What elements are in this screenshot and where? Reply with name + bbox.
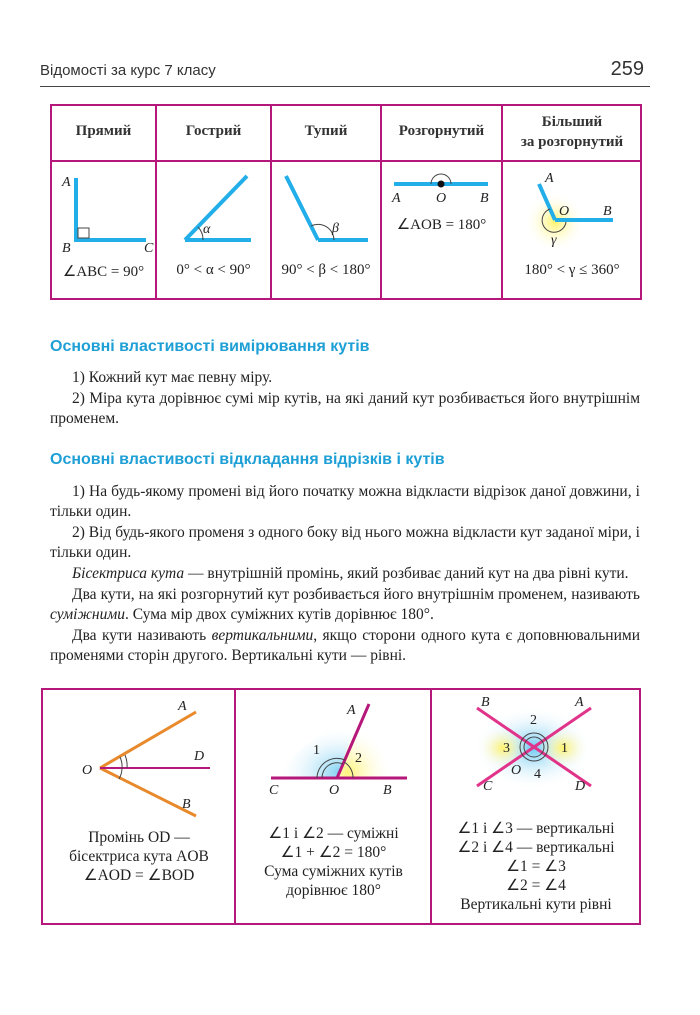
- label-b: B: [383, 783, 392, 798]
- label-b: B: [481, 695, 490, 710]
- col-divider: [430, 689, 432, 924]
- label-a: A: [575, 695, 584, 710]
- label-2: 2: [530, 713, 537, 728]
- reflex-angle-figure: [503, 162, 641, 262]
- label-o: O: [559, 204, 570, 219]
- caption-line: Промінь OD —: [88, 829, 190, 846]
- vertical-text-pre: Два кути називають: [72, 627, 212, 644]
- label-2: 2: [355, 751, 362, 766]
- term-adjacent: суміжними: [50, 606, 125, 623]
- label-c: C: [144, 241, 154, 256]
- property-2: 2) Від будь-якого променя з одного боку від нього можна відкласти кут заданої міри, і тільки один.: [50, 524, 640, 561]
- header-straight-angle: Розгорнутий: [398, 123, 485, 139]
- label-3: 3: [503, 741, 510, 756]
- label-o: O: [511, 763, 522, 778]
- property-1: 1) Кожний кут має певну міру.: [72, 369, 273, 386]
- vertical-caption: [433, 819, 639, 914]
- caption-line: Вертикальні кути рівні: [460, 896, 612, 913]
- property-1: 1) На будь-якому промені від його початку можна відкласти відрізок даної довжини, і тільки один.: [50, 483, 640, 520]
- label-1: 1: [313, 743, 320, 758]
- label-a: A: [178, 699, 187, 714]
- caption-line: ∠1 = ∠3: [506, 858, 566, 875]
- adjacent-text-pre: Два кути, на які розгорнутий кут розбивається його внутрішнім променем, називають: [72, 586, 640, 603]
- label-beta: β: [332, 221, 339, 236]
- label-a: A: [392, 191, 401, 206]
- vertical-angles-figure: [433, 692, 639, 804]
- acute-angle-figure: [157, 162, 270, 262]
- section-name: Відомості за курс 7 класу: [40, 62, 216, 79]
- adjacent-caption: [237, 824, 430, 900]
- page-number: 259: [610, 58, 644, 80]
- label-c: C: [269, 783, 279, 798]
- adjacent-angles-figure: [237, 692, 430, 810]
- term-bisector: Бісектриса кута: [72, 565, 185, 582]
- caption-line: бісектриса кута AOB: [69, 848, 209, 865]
- label-b: B: [603, 204, 612, 219]
- caption-line: ∠1 і ∠2 — суміжні: [268, 825, 399, 842]
- caption-line: Сума суміжних кутів: [264, 863, 403, 880]
- header-acute-angle: Гострий: [185, 123, 242, 139]
- label-a: A: [545, 171, 554, 186]
- label-o: O: [329, 783, 340, 798]
- col-divider: [234, 689, 236, 924]
- header-reflex-line2: за розгорнутий: [520, 134, 624, 150]
- caption-straight-angle: ∠AOB = 180°: [396, 217, 487, 233]
- header-reflex-line1: Більший: [541, 114, 603, 130]
- caption-line: ∠2 = ∠4: [506, 877, 566, 894]
- vertical-text-post: , якщо сторони одного кута є доповнювальними променями сторін другого. Вертикальні кути — рівні.: [50, 627, 640, 664]
- section-title-laying-off: Основні властивості відкладання відрізків і кутів: [50, 451, 445, 468]
- label-4: 4: [534, 767, 541, 782]
- bisector-definition: [50, 564, 640, 584]
- label-alpha: α: [203, 222, 211, 237]
- straight-angle-figure: [382, 162, 501, 222]
- caption-line: дорівнює 180°: [286, 882, 381, 899]
- bisector-text: — внутрішній промінь, який розбиває даний кут на два рівні кути.: [184, 565, 629, 582]
- label-d: D: [194, 749, 205, 764]
- right-angle-figure: [52, 162, 155, 262]
- bisector-figure: [44, 692, 234, 822]
- caption-line: ∠2 і ∠4 — вертикальні: [457, 839, 615, 856]
- label-gamma: γ: [551, 233, 557, 248]
- label-b: B: [62, 241, 71, 256]
- label-c: C: [483, 779, 493, 794]
- label-b: B: [480, 191, 489, 206]
- label-1: 1: [561, 741, 568, 756]
- label-b: B: [182, 797, 191, 812]
- running-header: [40, 58, 650, 87]
- obtuse-angle-figure: [272, 162, 380, 262]
- header-right-angle: Прямий: [75, 123, 132, 139]
- adjacent-text-post: . Сума мір двох суміжних кутів дорівнює 180°.: [124, 606, 434, 623]
- property-2: 2) Міра кута дорівнює сумі мір кутів, на які даний кут розбивається його внутрішнім променем.: [50, 390, 640, 427]
- label-d: D: [575, 779, 586, 794]
- adjacent-definition: [50, 585, 640, 625]
- measurement-properties: [50, 368, 640, 429]
- caption-line: ∠1 + ∠2 = 180°: [280, 844, 387, 861]
- label-a: A: [347, 703, 356, 718]
- header-reflex-angle: [503, 112, 641, 152]
- caption-acute-angle: 0° < α < 90°: [176, 262, 251, 278]
- section-title-measurement: Основні властивості вимірювання кутів: [50, 338, 370, 355]
- caption-right-angle: ∠ABC = 90°: [62, 264, 145, 280]
- laying-off-properties: [50, 482, 640, 666]
- vertical-definition: [50, 626, 640, 666]
- label-o: O: [436, 191, 447, 206]
- bisector-caption: [44, 828, 234, 885]
- header-obtuse-angle: Тупий: [304, 123, 348, 139]
- caption-line: ∠1 і ∠3 — вертикальні: [457, 820, 615, 837]
- caption-line: ∠AOD = ∠BOD: [83, 867, 195, 884]
- label-a: A: [62, 175, 71, 190]
- term-vertical: вертикальними: [211, 627, 314, 644]
- label-o: O: [82, 763, 93, 778]
- caption-reflex-angle: 180° < γ ≤ 360°: [524, 262, 620, 278]
- caption-obtuse-angle: 90° < β < 180°: [281, 262, 371, 278]
